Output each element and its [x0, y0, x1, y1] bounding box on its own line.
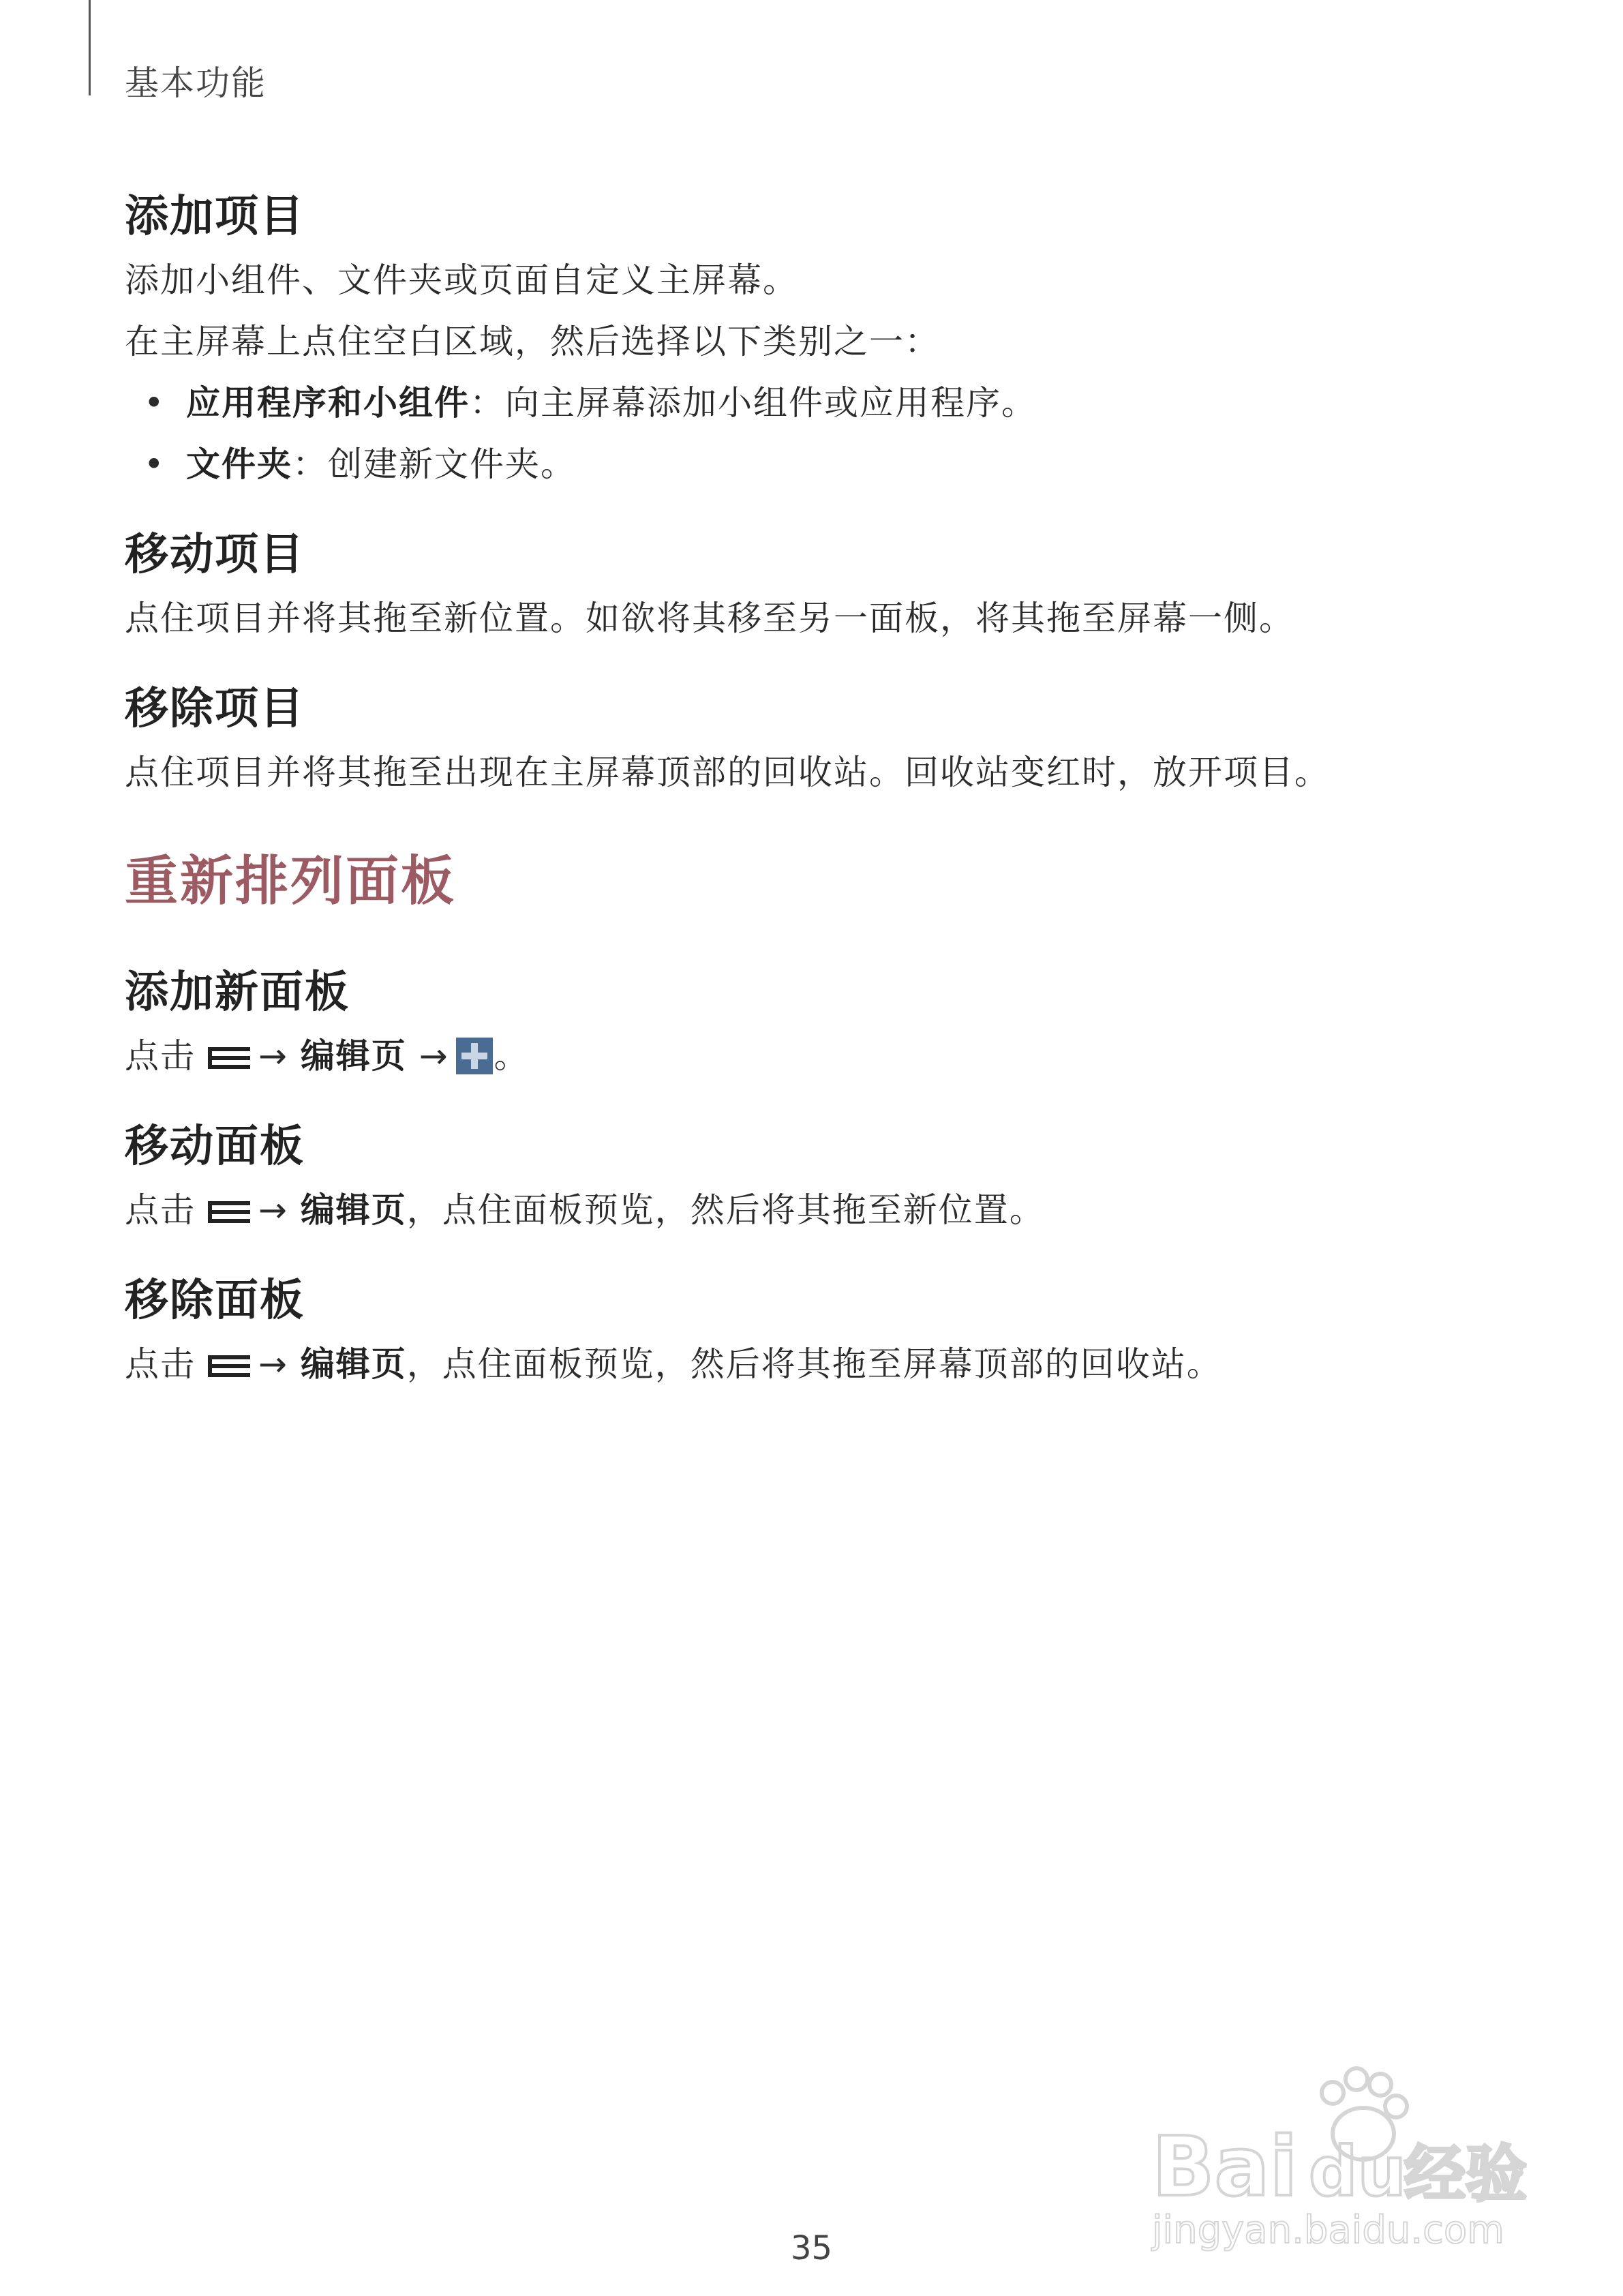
- paragraph: 点住项目并将其拖至新位置。如欲将其移至另一面板，将其拖至屏幕一侧。: [125, 599, 1294, 638]
- term: 文件夹: [186, 444, 292, 484]
- plus-icon: [456, 1038, 493, 1074]
- tap-label: 点击: [125, 1036, 196, 1076]
- instruction-remove-panel: [125, 1333, 1488, 1395]
- arrow: →: [258, 1344, 288, 1384]
- description: 向主屏幕添加小组件或应用程序。: [505, 383, 1037, 423]
- tap-label: 点击: [125, 1190, 196, 1230]
- svg-text:du: du: [1309, 2132, 1406, 2211]
- period: 。: [494, 1036, 530, 1076]
- instruction-add-panel: [125, 1025, 1488, 1087]
- svg-text:jingyan.baidu.com: jingyan.baidu.com: [1152, 2208, 1504, 2252]
- bullet-icon: •: [144, 383, 166, 423]
- paragraph: 添加小组件、文件夹或页面自定义主屏幕。: [125, 260, 798, 300]
- running-header: 基本功能: [125, 63, 267, 103]
- section-title-add-panel: 添加新面板: [125, 967, 350, 1018]
- menu-icon: [205, 1044, 253, 1072]
- instruction-rest: ，点住面板预览，然后将其拖至屏幕顶部的回收站。: [406, 1344, 1222, 1384]
- svg-text:Bai: Bai: [1152, 2120, 1298, 2215]
- edit-page-label: 编辑页: [300, 1036, 407, 1076]
- list-item: [125, 434, 1488, 495]
- instruction-move-panel: [125, 1179, 1488, 1241]
- page-margin-rule: [89, 0, 91, 95]
- svg-text:经验: 经验: [1404, 2139, 1527, 2210]
- chapter-title: 重新排列面板: [125, 851, 457, 912]
- section-title-remove-panel: 移除面板: [125, 1275, 305, 1326]
- separator: ：: [292, 444, 328, 484]
- section-title-remove-item: 移除项目: [125, 684, 305, 734]
- section-title-move-item: 移动项目: [125, 530, 305, 580]
- paragraph: 在主屏幕上点住空白区域，然后选择以下类别之一：: [125, 322, 940, 361]
- tap-label: 点击: [125, 1344, 196, 1384]
- term: 应用程序和小组件: [186, 383, 470, 423]
- page-content: [125, 184, 1488, 1395]
- baidu-jingyan-watermark: [1145, 2052, 1541, 2256]
- section-title-add-item: 添加项目: [125, 192, 305, 242]
- edit-page-label: 编辑页: [300, 1344, 407, 1384]
- instruction-rest: ，点住面板预览，然后将其拖至新位置。: [406, 1190, 1045, 1230]
- edit-page-label: 编辑页: [300, 1190, 407, 1230]
- arrow: →: [258, 1036, 288, 1076]
- bullet-icon: •: [144, 444, 166, 484]
- list-item: [125, 372, 1488, 434]
- description: 创建新文件夹。: [328, 444, 576, 484]
- arrow: →: [419, 1036, 449, 1076]
- menu-icon: [205, 1198, 253, 1226]
- menu-icon: [205, 1353, 253, 1380]
- category-list: [125, 372, 1488, 495]
- arrow: →: [258, 1190, 288, 1230]
- page-number: 35: [790, 2229, 833, 2267]
- paragraph: 点住项目并将其拖至出现在主屏幕顶部的回收站。回收站变红时，放开项目。: [125, 753, 1330, 792]
- section-title-move-panel: 移动面板: [125, 1121, 305, 1172]
- separator: ：: [470, 383, 505, 423]
